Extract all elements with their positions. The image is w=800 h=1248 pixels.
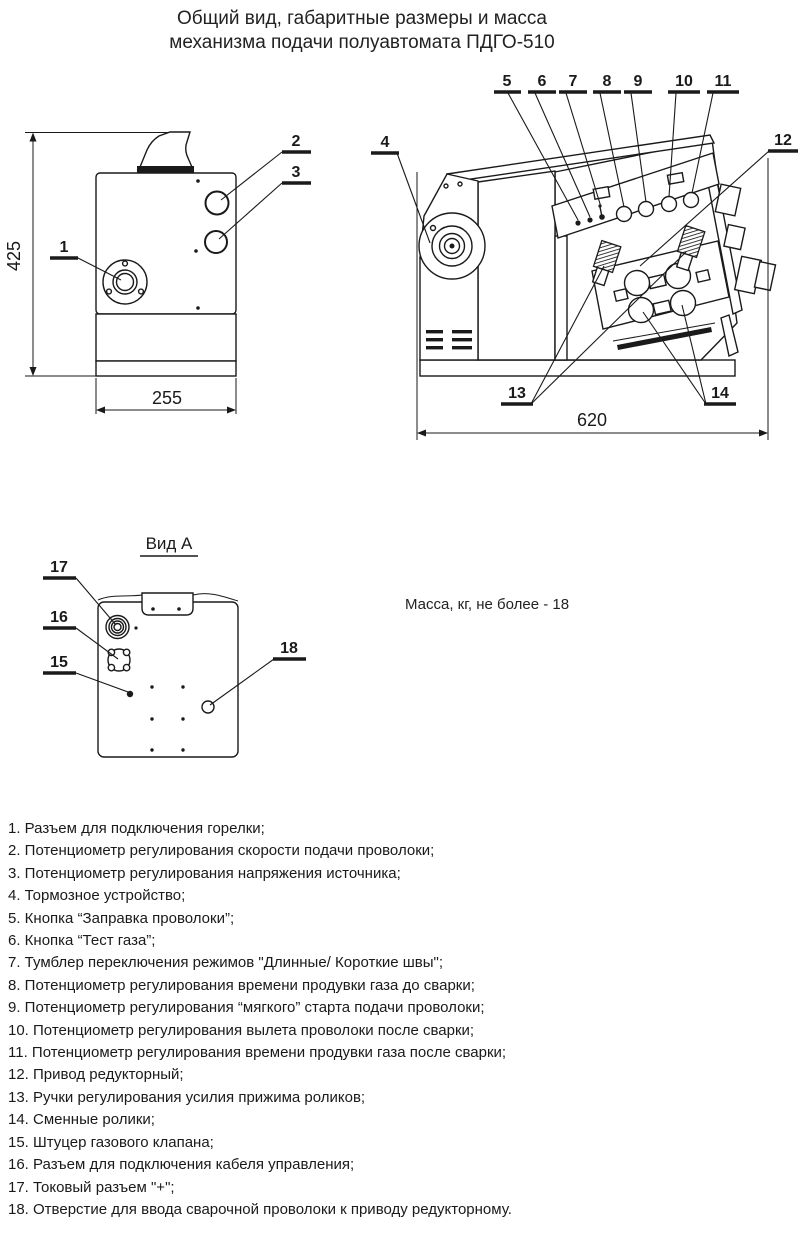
parts-list-item: 9. Потенциометр регулирования “мягкого” старта подачи проволоки; [8,999,485,1017]
mass-note: Масса, кг, не более - 18 [405,596,570,613]
overall-views-drawing [0,60,800,460]
middle-cabinet [478,171,555,360]
dim-width-label: 255 [151,388,183,408]
svg-text:7: 7 [568,73,578,90]
svg-text:12: 12 [774,132,792,149]
base-section-upper [96,314,236,361]
parts-list-item: 3. Потенциометр регулирования напряжения источника; [8,864,401,882]
break-line [193,594,238,601]
wire-inch-button [575,220,580,225]
callout-4 [371,134,430,243]
feed-roller [629,298,654,323]
svg-text:4: 4 [380,134,390,151]
torch-connector [103,260,147,304]
panel-knob-4 [684,193,699,208]
screw-dot [196,306,200,310]
wire-speed-knob [206,192,229,215]
dim-length-label: 620 [576,410,608,430]
svg-text:17: 17 [50,559,68,576]
svg-text:1: 1 [59,239,69,256]
parts-list-item: 8. Потенциометр регулирования времени продувки газа до сварки; [8,976,475,994]
parts-list [8,818,792,1221]
mount-tab [142,593,193,615]
carry-handle [137,132,194,173]
svg-text:15: 15 [50,654,68,671]
parts-list-item: 4. Тормозное устройство; [8,887,186,905]
svg-text:9: 9 [633,73,643,90]
dimension-255 [96,378,236,414]
side-view-drawing [371,73,798,440]
parts-list-item: 11. Потенциометр регулирования времени продувки газа после сварки; [8,1044,507,1062]
brake-device [419,174,485,279]
sheet-title [0,7,724,55]
dim-height-label: 425 [4,240,24,272]
parts-list-item: 2. Потенциометр регулирования скорости подачи проволоки; [8,842,435,860]
svg-text:6: 6 [537,73,547,90]
svg-text:11: 11 [714,73,732,90]
svg-text:14: 14 [711,385,729,402]
parts-list-item: 16. Разъем для подключения кабеля управления; [8,1156,355,1174]
parts-list-item: 14. Сменные ролики; [8,1111,155,1129]
title-line-1: Общий вид, габаритные размеры и масса [177,8,547,29]
gas-test-button [587,217,592,222]
svg-text:3: 3 [291,164,301,181]
parts-list-item: 7. Тумблер переключения режимов "Длинные/ Короткие швы"; [8,954,444,972]
svg-text:10: 10 [675,73,693,90]
base-plate [420,360,735,376]
svg-text:16: 16 [50,609,68,626]
wire-guide-column [555,236,567,360]
parts-list-item: 12. Привод редукторный; [8,1066,184,1084]
front-view-drawing [4,132,311,414]
parts-list-item: 5. Кнопка “Заправка проволоки”; [8,909,235,927]
panel-knob-3 [662,197,677,212]
parts-list-item: 15. Штуцер газового клапана; [8,1133,214,1151]
title-line-2: механизма подачи полуавтомата ПДГО-510 [169,32,555,53]
svg-text:8: 8 [602,73,612,90]
panel-knob-1 [617,207,632,222]
view-a-drawing [0,520,340,790]
svg-text:2: 2 [291,133,301,150]
svg-text:13: 13 [508,385,526,402]
break-line [98,595,142,600]
feed-roller [671,291,696,316]
screw-dot [196,179,200,183]
parts-list-item: 13. Ручки регулирования усилия прижима роликов; [8,1088,366,1106]
svg-text:5: 5 [502,73,512,90]
control-cable-connector [108,649,130,671]
parts-list-item: 6. Кнопка “Тест газа”; [8,932,156,950]
view-a-label-group [140,534,198,556]
view-a-label: Вид А [145,534,193,553]
parts-list-item: 1. Разъем для подключения горелки; [8,820,265,837]
base-section-lower [96,361,236,376]
svg-text:18: 18 [280,640,298,657]
parts-list-item: 10. Потенциометр регулирования вылета проволоки после сварки; [8,1021,475,1039]
parts-list-item: 17. Токовый разъем "+"; [8,1178,175,1196]
screw-dot [194,249,198,253]
panel-knob-2 [639,202,654,217]
parts-list-item: 18. Отверстие для ввода сварочной проволоки к приводу редукторному. [8,1200,512,1218]
